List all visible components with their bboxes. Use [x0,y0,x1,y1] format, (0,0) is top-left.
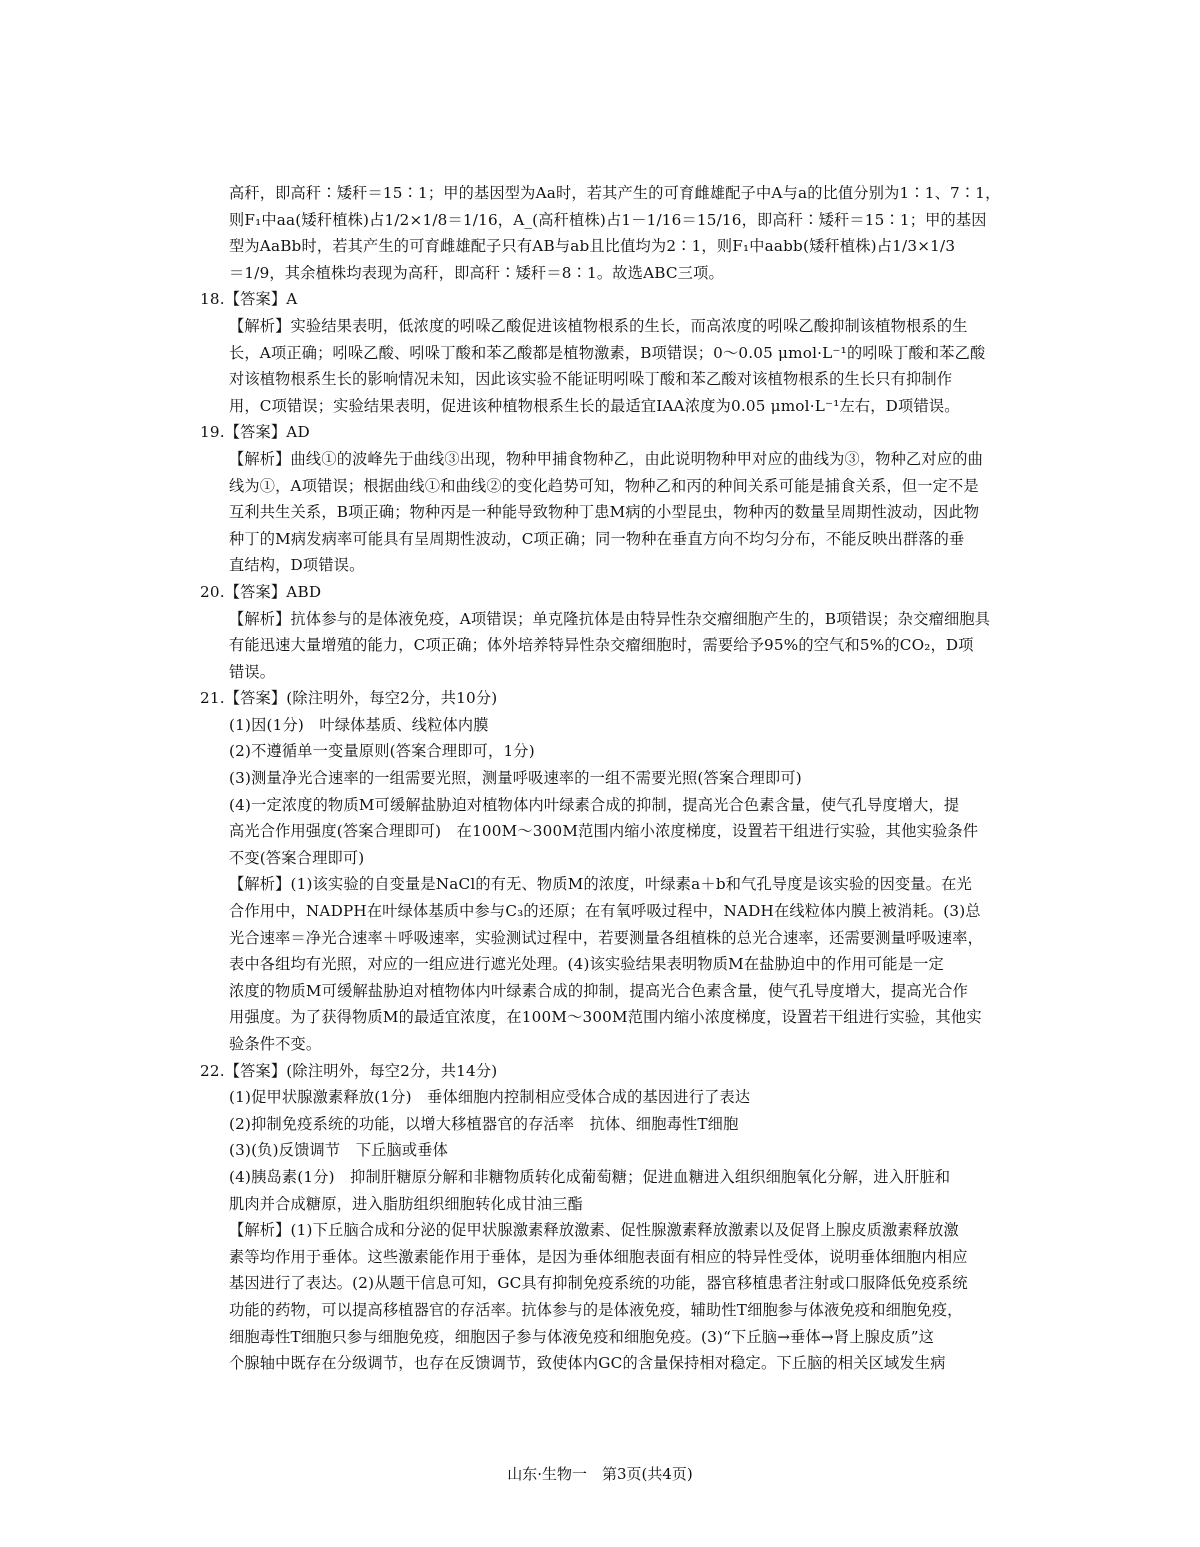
question-block [200,1058,1020,1377]
text-line: (3)(负)反馈调节 下丘脑或垂体 [229,1141,449,1160]
text-line: (2)不遵循单一变量原则(答案合理即可，1分) [229,742,535,761]
text-line: 长，A项正确；吲哚乙酸、吲哚丁酸和苯乙酸都是植物激素，B项错误；0～0.05 μmol·L⁻¹的吲哚丁酸和苯乙酸 [229,343,986,362]
text-line: (4)胰岛素(1分) 抑制肝糖原分解和非糖物质转化成葡萄糖；促进血糖进入组织细胞氧化分解，进入肝脏和 [229,1167,951,1186]
continuation-block [200,180,1020,286]
text-line: 功能的药物，可以提高移植器官的存活率。抗体参与的是体液免疫，辅助性T细胞参与体液免疫和细胞免疫， [229,1300,963,1319]
answer-heading: 20.【答案】ABD [200,582,322,601]
answer-heading: 19.【答案】AD [200,423,310,442]
text-line: (1)促甲状腺激素释放(1分) 垂体细胞内控制相应受体合成的基因进行了表达 [229,1088,751,1107]
text-line: 用强度。为了获得物质M的最适宜浓度，在100M～300M范围内缩小浓度梯度，设置若干组进行实验，其他实 [229,1008,982,1027]
text-line: 表中各组均有光照，对应的一组应进行遮光处理。(4)该实验结果表明物质M在盐胁迫中的作用可能是一定 [229,955,944,974]
text-line: (1)因(1分) 叶绿体基质、线粒体内膜 [229,715,489,734]
text-line: 基因进行了表达。(2)从题干信息可知，GC具有抑制免疫系统的功能，器官移植患者注射或口服降低免疫系统 [229,1274,968,1293]
text-line: 素等均作用于垂体。这些激素能作用于垂体，是因为垂体细胞表面有相应的特异性受体，说明垂体细胞内相应 [229,1247,968,1266]
question-block [200,419,1020,579]
page-footer: 山东·生物一 第3页(共4页) [507,1465,693,1483]
question-block [200,685,1020,1057]
text-line: 对该植物根系生长的影响情况未知，因此该实验不能证明吲哚丁酸和苯乙酸对该植物根系的生长只有抑制作 [229,370,953,389]
text-line: 直结构，D项错误。 [229,556,365,575]
questions-list [200,286,1020,1376]
text-line: 型为AaBb时，若其产生的可育雌雄配子只有AB与ab且比值均为2∶1，则F₁中aabb(矮秆植株)占1/3×1/3 [229,237,956,256]
text-line: 合作用中，NADPH在叶绿体基质中参与C₃的还原；在有氧呼吸过程中，NADH在线粒体内膜上被消耗。(3)总 [229,902,981,921]
text-line: 个腺轴中既存在分级调节，也存在反馈调节，致使体内GC的含量保持相对稳定。下丘脑的相关区域发生病 [229,1354,946,1373]
text-line: 细胞毒性T细胞只参与细胞免疫，细胞因子参与体液免疫和细胞免疫。(3)“下丘脑→垂体→肾上腺皮质”这 [229,1327,935,1346]
text-line: 【解析】(1)下丘脑合成和分泌的促甲状腺激素释放激素、促性腺激素释放激素以及促肾上腺皮质激素释放激 [229,1221,959,1240]
text-line: 互利共生关系，B项正确；物种丙是一种能导致物种丁患M病的小型昆虫，物种丙的数量呈周期性波动，因此物 [229,503,980,522]
text-line: 【解析】实验结果表明，低浓度的吲哚乙酸促进该植物根系的生长，而高浓度的吲哚乙酸抑制该植物根系的生 [229,316,968,335]
text-line: 有能迅速大量增殖的能力，C项正确；体外培养特异性杂交瘤细胞时，需要给予95%的空气和5%的CO₂，D项 [229,636,974,655]
text-line: 高光合作用强度(答案合理即可) 在100M～300M范围内缩小浓度梯度，设置若干组进行实验，其他实验条件 [229,822,979,841]
text-line: 浓度的物质M可缓解盐胁迫对植物体内叶绿素合成的抑制，提高光合色素含量，使气孔导度增大，提高光合作 [229,981,968,1000]
text-line: 种丁的M病发病率可能具有呈周期性波动，C项正确；同一物种在垂直方向不均匀分布，不能反映出群落的垂 [229,529,965,548]
question-block [200,286,1020,419]
text-line: 错误。 [229,662,276,681]
text-line: (2)抑制免疫系统的功能，以增大移植器官的存活率 抗体、细胞毒性T细胞 [229,1114,739,1133]
text-line: 不变(答案合理即可) [229,848,365,867]
answer-text-body [200,180,1020,1377]
text-line: 【解析】曲线①的波峰先于曲线③出现，物种甲捕食物种乙，由此说明物种甲对应的曲线为③，物种乙对应的曲 [229,449,983,468]
text-line: 肌肉并合成糖原，进入脂肪组织细胞转化成甘油三酯 [229,1194,583,1213]
text-line: 光合速率＝净光合速率＋呼吸速率，实验测试过程中，若要测量各组植株的总光合速率，还需要测量呼吸速率， [229,928,983,947]
text-line: 用，C项错误；实验结果表明，促进该种植物根系生长的最适宜IAA浓度为0.05 μmol·L⁻¹左右，D项错误。 [229,396,960,415]
text-line: 【解析】(1)该实验的自变量是NaCl的有无、物质M的浓度，叶绿素a＋b和气孔导度是该实验的因变量。在光 [229,875,972,894]
text-line: 线为①，A项错误；根据曲线①和曲线②的变化趋势可知，物种乙和丙的种间关系可能是捕食关系，但一定不是 [229,476,979,495]
text-line: (3)测量净光合速率的一组需要光照，测量呼吸速率的一组不需要光照(答案合理即可) [229,769,802,788]
text-line: (4)一定浓度的物质M可缓解盐胁迫对植物体内叶绿素合成的抑制，提高光合色素含量，使气孔导度增大，提 [229,795,960,814]
text-line: 【解析】抗体参与的是体液免疫，A项错误；单克隆抗体是由特异性杂交瘤细胞产生的，B项错误；杂交瘤细胞具 [229,609,991,628]
text-line: 高秆，即高秆∶矮秆＝15∶1；甲的基因型为Aa时，若其产生的可育雌雄配子中A与a的比值分别为1∶1、7∶1， [229,184,1001,202]
text-line: 验条件不变。 [229,1035,322,1053]
question-block [200,579,1020,685]
text-line: ＝1/9，其余植株均表现为高秆，即高秆∶矮秆＝8∶1。故选ABC三项。 [229,263,724,282]
answer-heading: 21.【答案】(除注明外，每空2分，共10分) [200,689,498,708]
answer-heading: 18.【答案】A [200,290,298,309]
answer-heading: 22.【答案】(除注明外，每空2分，共14分) [200,1061,498,1080]
text-line: 则F₁中aa(矮秆植株)占1/2×1/8＝1/16，A_(高秆植株)占1－1/16＝15/16，即高秆∶矮秆＝15∶1；甲的基因 [229,210,987,229]
